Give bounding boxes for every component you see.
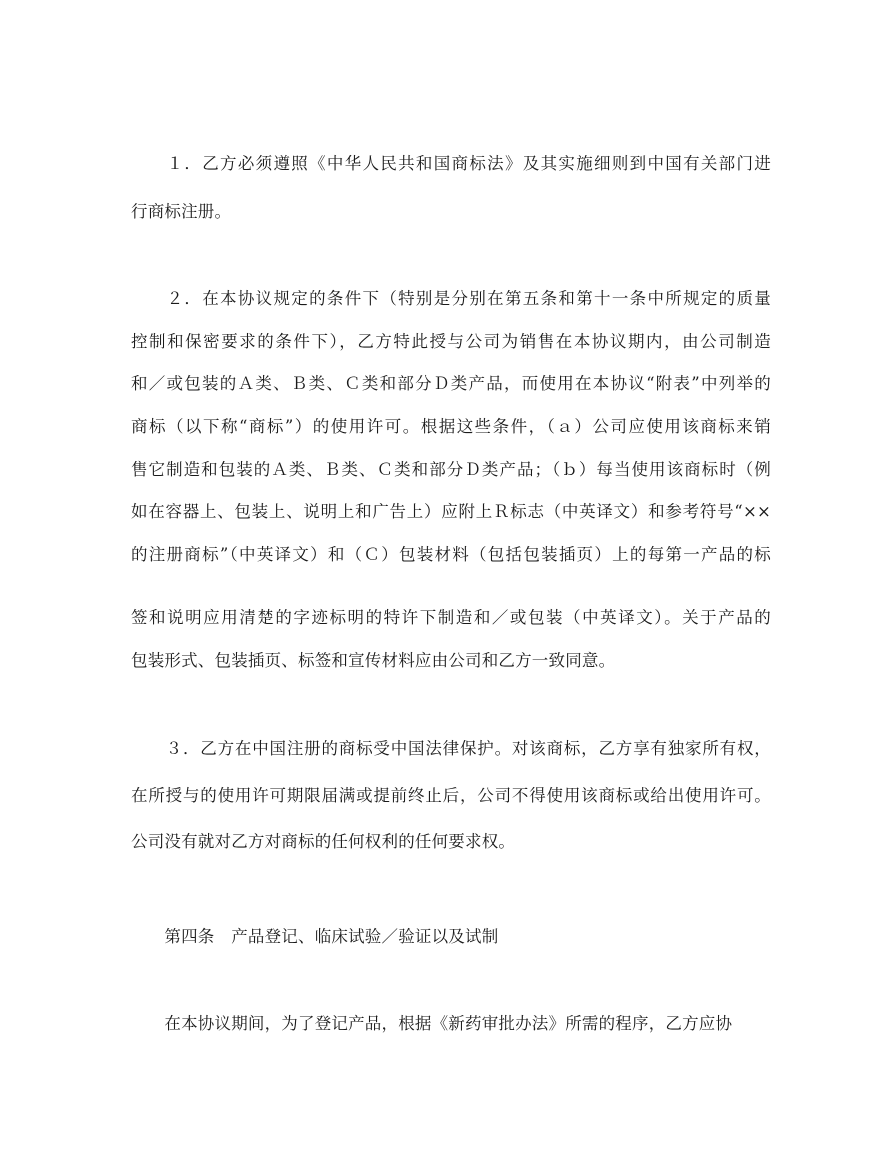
- paragraph-1-line-1: １．乙方必须遵照《中华人民共和国商标法》及其实施细则到中国有关部门进: [131, 154, 771, 173]
- paragraph-2-line-5: 售它制造和包装的Ａ类、Ｂ类、Ｃ类和部分Ｄ类产品；（ｂ）每当使用该商标时（例: [131, 460, 771, 479]
- paragraph-3-line-2: 在所授与的使用许可期限届满或提前终止后，公司不得使用该商标或给出使用许可。: [131, 786, 771, 805]
- paragraph-1-line-2: 行商标注册。: [131, 202, 232, 221]
- paragraph-2-line-9: 包装形式、包装插页、标签和宣传材料应由公司和乙方一致同意。: [131, 651, 616, 670]
- paragraph-4-line-1: 在本协议期间，为了登记产品，根据《新药审批办法》所需的程序，乙方应协: [131, 1014, 733, 1033]
- paragraph-3-line-1: ３．乙方在中国注册的商标受中国法律保护。对该商标，乙方享有独家所有权，: [131, 739, 771, 758]
- paragraph-2-line-4: 商标（以下称“商标”）的使用许可。根据这些条件，（ａ）公司应使用该商标来销: [131, 417, 771, 436]
- paragraph-2-line-7: 的注册商标”（中英译文）和（Ｃ）包装材料（包括包装插页）上的每第一产品的标: [131, 545, 771, 564]
- article-4-heading: 第四条 产品登记、临床试验／验证以及试制: [131, 927, 499, 946]
- paragraph-2-line-2: 控制和保密要求的条件下），乙方特此授与公司为销售在本协议期内，由公司制造: [131, 332, 771, 351]
- paragraph-2-line-1: ２．在本协议规定的条件下（特别是分别在第五条和第十一条中所规定的质量: [131, 289, 771, 308]
- paragraph-2-line-3: 和／或包装的Ａ类、Ｂ类、Ｃ类和部分Ｄ类产品，而使用在本协议“附表”中列举的: [131, 374, 771, 393]
- paragraph-2-line-6: 如在容器上、包装上、说明上和广告上）应附上Ｒ标志（中英译文）和参考符号“××: [131, 502, 771, 521]
- paragraph-3-line-3: 公司没有就对乙方对商标的任何权利的任何要求权。: [131, 832, 516, 851]
- paragraph-2-line-8: 签和说明应用清楚的字迹标明的特许下制造和／或包装（中英译文）。关于产品的: [131, 608, 771, 627]
